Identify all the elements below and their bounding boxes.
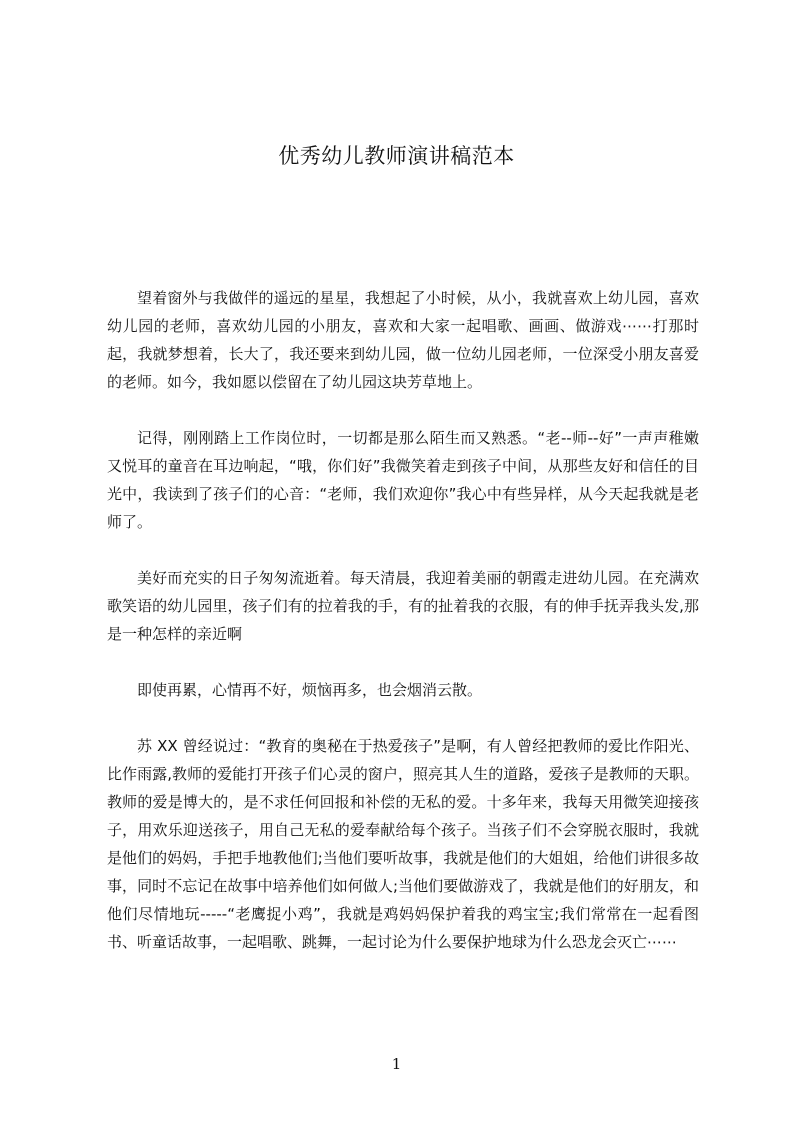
paragraph-spacer (107, 396, 699, 424)
paragraph-5: 苏 XX 曾经说过：“教育的奥秘在于热爱孩子”是啊，有人曾经把教师的爱比作阳光、比作雨露,教师的爱能打开孩子们心灵的窗户，照亮其人生的道路，爱孩子是教师的天职。教师的爱是博大的，是不求任何回报和补偿的无私的爱。十多年来，我每天用微笑迎接孩子，用欢乐迎送孩子，用自己无私的爱奉献给每个孩子。当孩子们不会穿脱衣服时，我就是他们的妈妈，手把手地教他们;当他们要听故事，我就是他们的大姐姐，给他们讲很多故事，同时不忘记在故事中培养他们如何做人;当他们要做游戏了，我就是他们的好朋友，和他们尽情地玩-----“老鹰捉小鸡”，我就是鸡妈妈保护着我的鸡宝宝;我们常常在一起看图书、听童话故事，一起唱歌、跳舞，一起讨论为什么要保护地球为什么恐龙会灭亡⋯⋯ (107, 737, 699, 951)
paragraph-4: 即使再累，心情再不好，烦恼再多，也会烟消云散。 (137, 681, 483, 699)
paragraph-spacer (107, 704, 699, 732)
document-title: 优秀幼儿教师演讲稿范本 (278, 144, 515, 168)
paragraph-1: 望着窗外与我做伴的遥远的星星，我想起了小时候，从小，我就喜欢上幼儿园，喜欢幼儿园的老师，喜欢幼儿园的小朋友，喜欢和大家一起唱歌、画画、做游戏⋯⋯打那时起，我就梦想着，长大了，我还要来到幼儿园，做一位幼儿园老师，一位深受小朋友喜爱的老师。如今，我如愿以偿留在了幼儿园这块芳草地上。 (107, 289, 699, 391)
paragraph-2: 记得，刚刚踏上工作岗位时，一切都是那么陌生而又熟悉。“老--师--好”一声声稚嫩又悦耳的童音在耳边响起，“哦，你们好”我微笑着走到孩子中间，从那些友好和信任的目光中，我读到了孩子们的心音：“老师，我们欢迎你”我心中有些异样，从今天起我就是老师了。 (107, 429, 699, 531)
page-number: 1 (391, 1055, 402, 1073)
paragraph-spacer (107, 648, 699, 676)
document-body (107, 284, 699, 956)
paragraph-spacer (107, 536, 699, 564)
paragraph-3: 美好而充实的日子匆匆流逝着。每天清晨，我迎着美丽的朝霞走进幼儿园。在充满欢歌笑语的幼儿园里，孩子们有的拉着我的手，有的扯着我的衣服，有的伸手抚弄我头发,那是一种怎样的亲近啊 (107, 569, 699, 643)
